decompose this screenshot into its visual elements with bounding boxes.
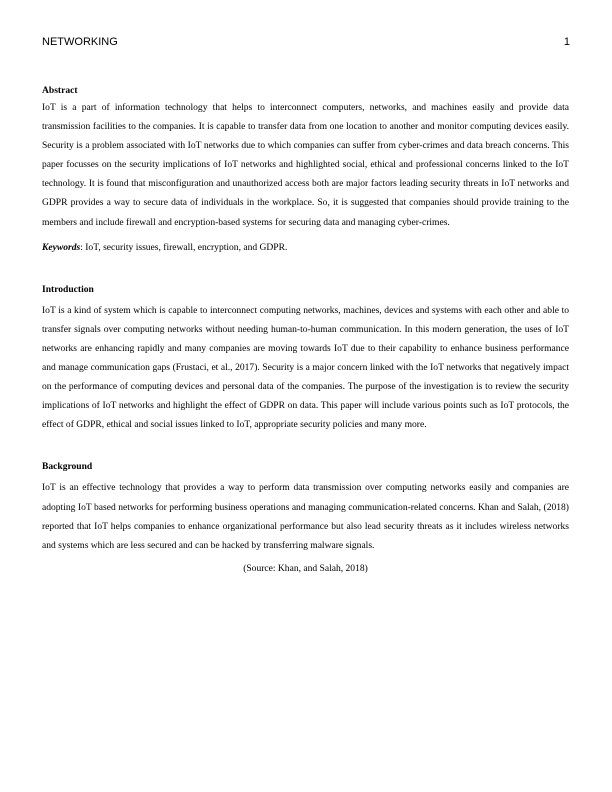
running-head: NETWORKING (42, 36, 118, 48)
page-number: 1 (563, 36, 570, 48)
page-header (42, 36, 570, 50)
background-text: IoT is an effective technology that provides a way to perform data transmission over computing networks easily and companies are adopting IoT based networks for performing business operations and managing communication-related concerns. Khan and Salah, (2018) reported that IoT helps companies to enhance organizational performance but also lead security threats as it includes wireless networks and systems which are less secured and can be hacked by transferring malware signals. (42, 482, 569, 551)
figure-source-caption: (Source: Khan, and Salah, 2018) (243, 562, 368, 574)
background-section (42, 460, 569, 577)
keywords-text: : IoT, security issues, firewall, encryption, and GDPR. (80, 241, 288, 253)
introduction-section (42, 283, 569, 435)
document-body (42, 84, 569, 578)
introduction-heading: Introduction (42, 283, 94, 295)
abstract-heading: Abstract (42, 85, 78, 96)
abstract-text: IoT is a part of information technology that helps to interconnect computers, networks, and machines easily and provide data transmission facilities to the companies. It is capable to transfer data from one location to another and monitor computing devices easily. Security is a problem associated with IoT networks due to which companies can suffer from cyber-crimes and data breach concerns. This paper focusses on the security implications of IoT networks and highlighted social, ethical and professional concerns linked to the IoT technology. It is found that misconfiguration and unauthorized access both are major factors leading security threats in IoT networks and GDPR provides a way to secure data of individuals in the workplace. So, it is suggested that companies should provide training to the members and include firewall and encryption-based systems for securing data and managing cyber-crimes. (42, 102, 569, 228)
keywords-line (42, 238, 569, 257)
introduction-text: IoT is a kind of system which is capable to interconnect computing networks, machines, devices and systems with each other and able to transfer signals over computing networks without needing human-to-human communication. In this modern generation, the uses of IoT networks are enhancing rapidly and many companies are moving towards IoT due to their capability to enhance business performance and manage communication gaps (Frustaci, et al., 2017). Security is a major concern linked with the IoT networks that negatively impact on the performance of computing devices and personal data of the companies. The purpose of the investigation is to review the security implications of IoT networks and highlight the effect of GDPR on data. This paper will include various points such as IoT protocols, the effect of GDPR, ethical and social issues linked to IoT, appropriate security policies and many more. (42, 304, 569, 431)
background-heading: Background (42, 461, 93, 473)
abstract-section (42, 84, 569, 232)
keywords-label: Keywords (42, 241, 81, 253)
